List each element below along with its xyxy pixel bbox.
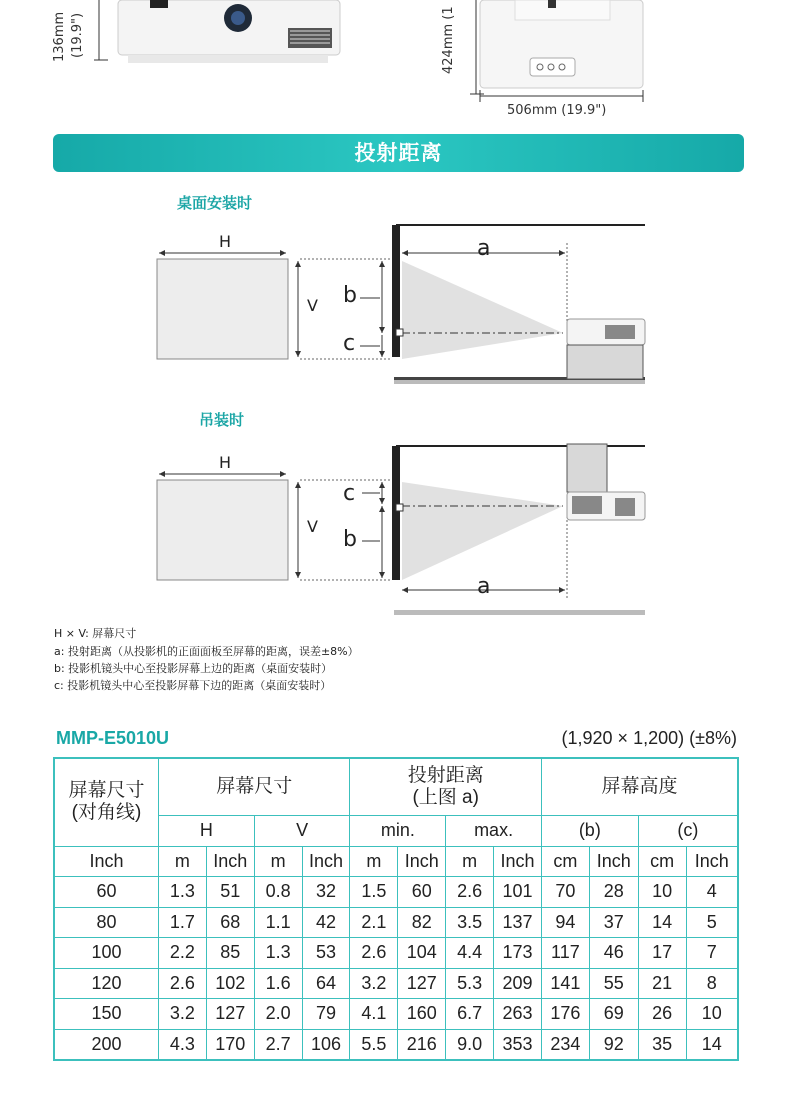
table-cell: 1.6 bbox=[254, 968, 302, 999]
table-cell: 4.3 bbox=[159, 1029, 207, 1060]
table-cell: 4.4 bbox=[446, 938, 494, 969]
header-h: H bbox=[159, 816, 255, 847]
table-row bbox=[54, 1029, 738, 1060]
table-cell: 263 bbox=[494, 999, 542, 1030]
desk-label-a: a bbox=[477, 236, 491, 261]
left-height-mm: 136mm bbox=[52, 11, 67, 62]
table-cell: 4 bbox=[686, 877, 738, 908]
section-title-bar: 投射距离 bbox=[53, 134, 744, 172]
desk-label-v: V bbox=[307, 296, 318, 315]
unit-cell: Inch bbox=[398, 846, 446, 877]
unit-cell: Inch bbox=[206, 846, 254, 877]
header-b: (b) bbox=[541, 816, 638, 847]
table-row bbox=[54, 907, 738, 938]
table-cell: 170 bbox=[206, 1029, 254, 1060]
table-cell: 1.3 bbox=[254, 938, 302, 969]
table-cell: 28 bbox=[589, 877, 638, 908]
header-screen-size: 屏幕尺寸 bbox=[159, 758, 350, 816]
table-cell: 4.1 bbox=[350, 999, 398, 1030]
table-cell: 17 bbox=[638, 938, 686, 969]
table-cell: 160 bbox=[398, 999, 446, 1030]
header-max: max. bbox=[446, 816, 542, 847]
table-cell: 6.7 bbox=[446, 999, 494, 1030]
table-cell: 2.2 bbox=[159, 938, 207, 969]
table-cell: 150 bbox=[54, 999, 159, 1030]
table-cell: 3.5 bbox=[446, 907, 494, 938]
table-cell: 100 bbox=[54, 938, 159, 969]
table-cell: 1.1 bbox=[254, 907, 302, 938]
table-cell: 5.5 bbox=[350, 1029, 398, 1060]
table-cell: 55 bbox=[589, 968, 638, 999]
table-cell: 1.3 bbox=[159, 877, 207, 908]
table-cell: 3.2 bbox=[350, 968, 398, 999]
unit-cell: cm bbox=[541, 846, 589, 877]
ceiling-label-c: c bbox=[343, 481, 356, 506]
table-cell: 37 bbox=[589, 907, 638, 938]
table-cell: 79 bbox=[302, 999, 350, 1030]
table-cell: 2.6 bbox=[350, 938, 398, 969]
desk-label-h: H bbox=[219, 232, 232, 251]
table-cell: 85 bbox=[206, 938, 254, 969]
table-body bbox=[54, 877, 738, 1061]
table-cell: 64 bbox=[302, 968, 350, 999]
table-cell: 117 bbox=[541, 938, 589, 969]
table-row bbox=[54, 968, 738, 999]
header-min: min. bbox=[350, 816, 446, 847]
unit-cell: m bbox=[254, 846, 302, 877]
table-cell: 14 bbox=[686, 1029, 738, 1060]
header-diagonal-line2: (对角线) bbox=[71, 802, 142, 824]
unit-cell: m bbox=[159, 846, 207, 877]
desk-label-c: c bbox=[343, 331, 356, 356]
right-width-label: 506mm (19.9") bbox=[507, 103, 607, 118]
table-cell: 353 bbox=[494, 1029, 542, 1060]
table-cell: 106 bbox=[302, 1029, 350, 1060]
table-cell: 104 bbox=[398, 938, 446, 969]
table-cell: 176 bbox=[541, 999, 589, 1030]
table-header-row-1 bbox=[54, 758, 738, 816]
table-cell: 216 bbox=[398, 1029, 446, 1060]
table-cell: 46 bbox=[589, 938, 638, 969]
ceiling-label-h: H bbox=[219, 453, 232, 472]
table-cell: 7 bbox=[686, 938, 738, 969]
table-cell: 200 bbox=[54, 1029, 159, 1060]
header-throw-distance-line1: 投射距离 bbox=[407, 765, 484, 787]
table-cell: 2.1 bbox=[350, 907, 398, 938]
table-cell: 120 bbox=[54, 968, 159, 999]
unit-cell: m bbox=[350, 846, 398, 877]
unit-cell: Inch bbox=[494, 846, 542, 877]
table-cell: 92 bbox=[589, 1029, 638, 1060]
table-cell: 2.0 bbox=[254, 999, 302, 1030]
table-cell: 2.6 bbox=[159, 968, 207, 999]
table-cell: 60 bbox=[54, 877, 159, 908]
ceiling-install-title: 吊装时 bbox=[199, 411, 245, 429]
table-cell: 26 bbox=[638, 999, 686, 1030]
ceiling-label-a: a bbox=[477, 574, 491, 599]
unit-cell: Inch bbox=[302, 846, 350, 877]
table-cell: 21 bbox=[638, 968, 686, 999]
table-cell: 69 bbox=[589, 999, 638, 1030]
unit-cell: Inch bbox=[686, 846, 738, 877]
header-screen-height: 屏幕高度 bbox=[541, 758, 738, 816]
table-row bbox=[54, 999, 738, 1030]
unit-cell: m bbox=[446, 846, 494, 877]
table-units-row bbox=[54, 846, 738, 877]
header-throw-distance-line2: (上图 a) bbox=[412, 787, 479, 808]
table-cell: 2.6 bbox=[446, 877, 494, 908]
legend-c: c: 投影机镜头中心至投影屏幕下边的距离（桌面安装时） bbox=[54, 679, 332, 692]
table-cell: 32 bbox=[302, 877, 350, 908]
unit-cell: cm bbox=[638, 846, 686, 877]
table-cell: 35 bbox=[638, 1029, 686, 1060]
table-cell: 94 bbox=[541, 907, 589, 938]
table-cell: 68 bbox=[206, 907, 254, 938]
legend-a: a: 投射距离（从投影机的正面面板至屏幕的距离，误差±8%） bbox=[54, 645, 359, 658]
table-cell: 127 bbox=[206, 999, 254, 1030]
table-row bbox=[54, 877, 738, 908]
desk-install-title: 桌面安装时 bbox=[177, 194, 253, 212]
table-cell: 9.0 bbox=[446, 1029, 494, 1060]
header-v: V bbox=[254, 816, 350, 847]
table-cell: 137 bbox=[494, 907, 542, 938]
left-height-inch: (19.9") bbox=[70, 12, 85, 58]
table-cell: 141 bbox=[541, 968, 589, 999]
header-diagonal-line1: 屏幕尺寸 bbox=[68, 780, 145, 802]
table-cell: 82 bbox=[398, 907, 446, 938]
table-cell: 173 bbox=[494, 938, 542, 969]
table-cell: 10 bbox=[686, 999, 738, 1030]
table-cell: 8 bbox=[686, 968, 738, 999]
table-cell: 101 bbox=[494, 877, 542, 908]
ceiling-label-v: V bbox=[307, 517, 318, 536]
desk-diagram bbox=[0, 215, 790, 395]
projector-photos bbox=[0, 0, 790, 130]
table-cell: 53 bbox=[302, 938, 350, 969]
header-throw-distance bbox=[350, 758, 541, 816]
table-row bbox=[54, 938, 738, 969]
table-cell: 5.3 bbox=[446, 968, 494, 999]
resolution-text: (1,920 × 1,200) (±8%) bbox=[561, 728, 737, 748]
ceiling-diagram bbox=[0, 436, 790, 616]
table-cell: 80 bbox=[54, 907, 159, 938]
table-cell: 60 bbox=[398, 877, 446, 908]
table-cell: 70 bbox=[541, 877, 589, 908]
unit-cell: Inch bbox=[54, 846, 159, 877]
table-cell: 42 bbox=[302, 907, 350, 938]
table-cell: 5 bbox=[686, 907, 738, 938]
ceiling-label-b: b bbox=[343, 527, 357, 552]
table-cell: 0.8 bbox=[254, 877, 302, 908]
throw-distance-table bbox=[53, 757, 739, 1061]
table-cell: 1.5 bbox=[350, 877, 398, 908]
table-cell: 51 bbox=[206, 877, 254, 908]
table-cell: 209 bbox=[494, 968, 542, 999]
right-depth-text: 424mm (1 bbox=[441, 6, 456, 74]
unit-cell: Inch bbox=[589, 846, 638, 877]
table-cell: 2.7 bbox=[254, 1029, 302, 1060]
model-name: MMP-E5010U bbox=[56, 728, 170, 748]
table-cell: 10 bbox=[638, 877, 686, 908]
legend-hv: H × V: 屏幕尺寸 bbox=[54, 627, 137, 640]
header-c: (c) bbox=[638, 816, 738, 847]
table-cell: 1.7 bbox=[159, 907, 207, 938]
header-diagonal bbox=[54, 758, 159, 846]
table-cell: 3.2 bbox=[159, 999, 207, 1030]
table-cell: 127 bbox=[398, 968, 446, 999]
right-depth-label bbox=[441, 6, 456, 74]
table-cell: 14 bbox=[638, 907, 686, 938]
table-cell: 102 bbox=[206, 968, 254, 999]
desk-label-b: b bbox=[343, 283, 357, 308]
legend-b: b: 投影机镜头中心至投影屏幕上边的距离（桌面安装时） bbox=[54, 662, 333, 675]
table-cell: 234 bbox=[541, 1029, 589, 1060]
